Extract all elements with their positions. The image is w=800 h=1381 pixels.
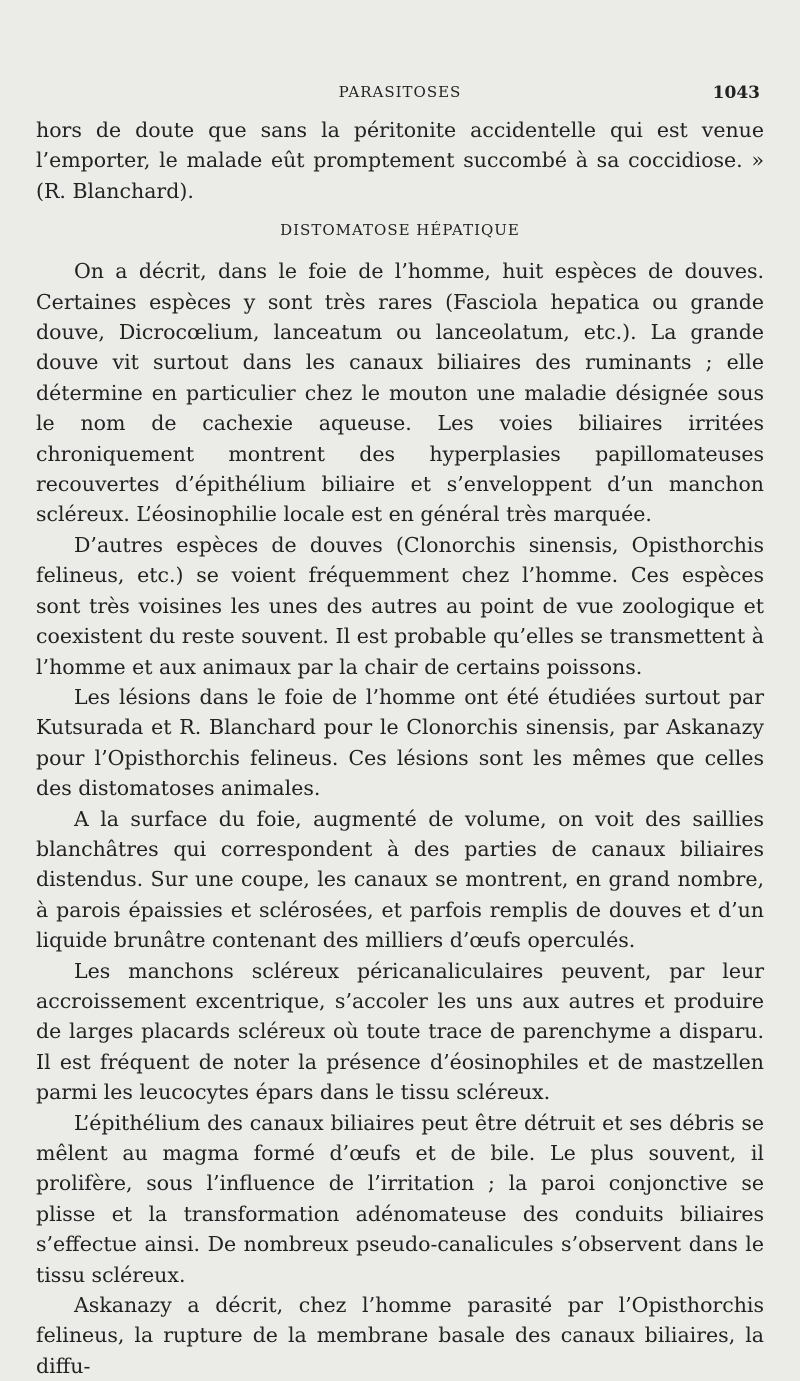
paragraph-2: D’autres espèces de douves (Clonorchis sinensis, Opisthorchis felineus, etc.) se voient fréquemment chez l’homme. Ces espèces sont très voisines les unes des autres au point de vue zoologique et coexistent du reste souvent. Il est probable qu’elles se transmettent à l’homme et aux animaux par la chair de certains poissons. xyxy=(36,532,764,679)
section-heading: DISTOMATOSE HÉPATIQUE xyxy=(280,221,520,240)
paragraph-5: Les manchons scléreux péricanaliculaires peuvent, par leur accroissement excentrique, s’accoler les uns aux autres et produire de larges placards scléreux où toute trace de parenchyme a disparu. Il est fréquent de noter la présence d’éosinophiles et de mastzellen parmi les leucocytes épars dans le tissu scléreux. xyxy=(36,958,764,1105)
paragraph-intro: hors de doute que sans la péritonite accidentelle qui est venue l’emporter, le malade eût promptement succombé à sa coccidiose. » (R. Blanchard). xyxy=(36,118,764,203)
running-head xyxy=(0,80,800,104)
paragraph-6: L’épithélium des canaux biliaires peut être détruit et ses débris se mêlent au magma formé d’œufs et de bile. Le plus souvent, il prolifère, sous l’influence de l’irritation ; la paroi conjonctive se plisse et la transformation adénomateuse des conduits biliaires s’effectue ainsi. De nombreux pseudo-canalicules s’observent dans le tissu scléreux. xyxy=(36,1110,764,1287)
paragraph-3: Les lésions dans le foie de l’homme ont été étudiées surtout par Kutsurada et R. Blanchard pour le Clonorchis sinensis, par Askanazy pour l’Opisthorchis felineus. Ces lésions sont les mêmes que celles des distomatoses animales. xyxy=(36,684,764,801)
paragraph-7: Askanazy a décrit, chez l’homme parasité par l’Opisthorchis felineus, la rupture de la membrane basale des canaux biliaires, la diffu- xyxy=(36,1293,764,1378)
paragraph-1: On a décrit, dans le foie de l’homme, huit espèces de douves. Certaines espèces y sont très rares (Fasciola hepatica ou grande douve, Dicrocœlium, lanceatum ou lanceolatum, etc.). La grande douve vit surtout dans les canaux biliaires des ruminants ; elle détermine en particulier chez le mouton une maladie désignée sous le nom de cachexie aqueuse. Les voies biliaires irritées chroniquement montrent des hyperplasies papillomateuses recouvertes d’épithélium biliaire et s’enveloppent d’un manchon scléreux. L’éosinophilie locale est en général très marquée. xyxy=(36,259,764,527)
body-text xyxy=(36,115,764,1381)
running-title: PARASITOSES xyxy=(338,83,462,101)
paragraph-4: A la surface du foie, augmenté de volume, on voit des saillies blanchâtres qui correspondent à des parties de canaux biliaires distendus. Sur une coupe, les canaux se montrent, en grand nombre, à parois épaissies et sclérosées, et parfois remplis de douves et d’un liquide brunâtre contenant des milliers d’œufs operculés. xyxy=(36,806,764,953)
page-number: 1043 xyxy=(712,83,760,103)
